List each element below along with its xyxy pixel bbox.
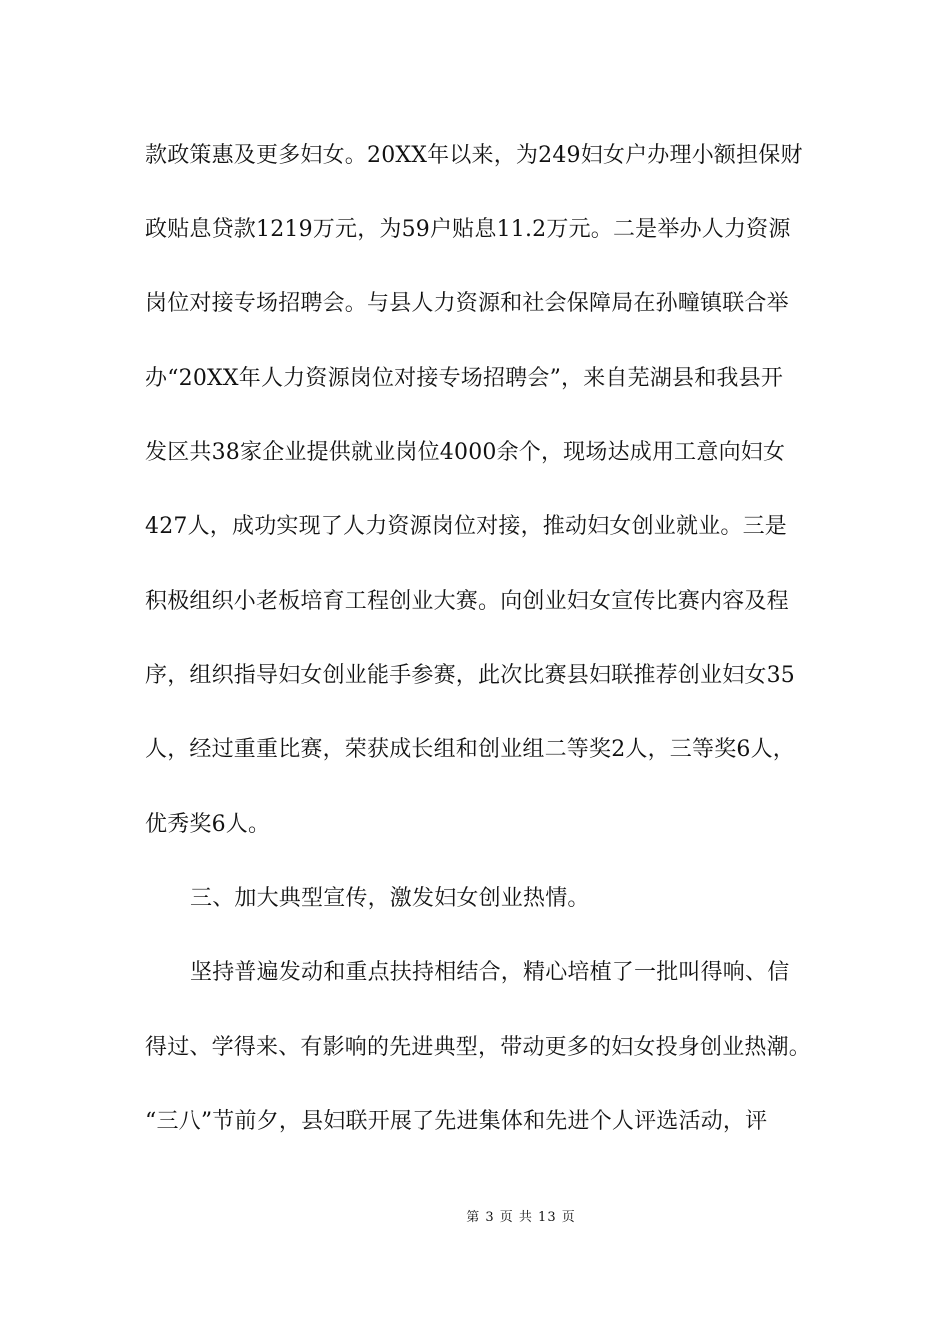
body-text-line: 办“20XX年人力资源岗位对接专场招聘会”，来自芜湖县和我县开 <box>145 366 784 391</box>
body-text-line: 款政策惠及更多妇女。20XX年以来，为249妇女户办理小额担保财 <box>145 143 803 168</box>
paragraph-first-line: 坚持普遍发动和重点扶持相结合，精心培植了一批叫得响、信 <box>190 960 790 985</box>
body-text-line: 积极组织小老板培育工程创业大赛。向创业妇女宣传比赛内容及程 <box>145 589 789 614</box>
section-heading: 三、加大典型宣传，激发妇女创业热情。 <box>190 886 590 911</box>
body-text-line: 人，经过重重比赛，荣获成长组和创业组二等奖2人，三等奖6人， <box>145 737 795 762</box>
body-text-line: “三八”节前夕，县妇联开展了先进集体和先进个人评选活动，评 <box>145 1109 768 1134</box>
body-text-line: 发区共38家企业提供就业岗位4000余个，现场达成用工意向妇女 <box>145 440 786 465</box>
page-number-footer: 第 3 页 共 13 页 <box>466 1210 576 1225</box>
body-text-line: 政贴息贷款1219万元，为59户贴息11.2万元。二是举办人力资源 <box>145 217 791 242</box>
body-text-line: 得过、学得来、有影响的先进典型，带动更多的妇女投身创业热潮。 <box>145 1035 812 1060</box>
body-text-line: 序，组织指导妇女创业能手参赛，此次比赛县妇联推荐创业妇女35 <box>145 663 795 688</box>
body-text-line: 427人，成功实现了人力资源岗位对接，推动妇女创业就业。三是 <box>145 514 787 539</box>
body-text-line: 优秀奖6人。 <box>145 812 271 837</box>
body-text-line: 岗位对接专场招聘会。与县人力资源和社会保障局在孙疃镇联合举 <box>145 291 789 316</box>
